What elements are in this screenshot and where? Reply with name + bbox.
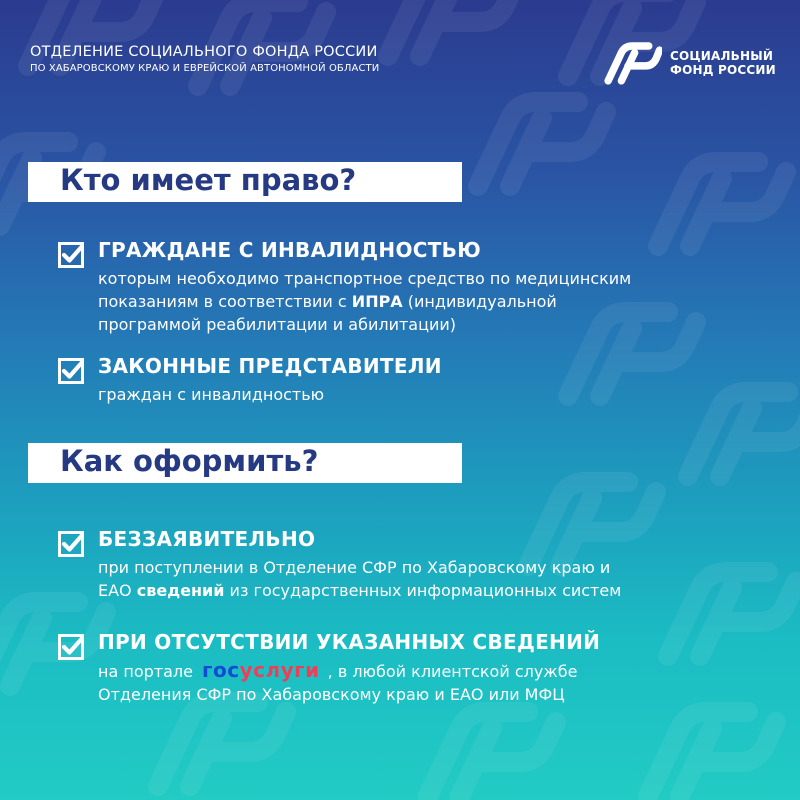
item-line xyxy=(98,579,621,602)
item-description xyxy=(98,267,631,336)
text-fragment: показаниям в соответствии с xyxy=(98,292,352,311)
section-title-how: Как оформить? xyxy=(60,444,319,478)
checkbox-check-icon xyxy=(58,358,84,384)
section-heading-who xyxy=(28,162,462,202)
org-title-line1: ОТДЕЛЕНИЕ СОЦИАЛЬНОГО ФОНДА РОССИИ xyxy=(30,44,378,60)
logo-text-line1: СОЦИАЛЬНЫЙ xyxy=(670,49,774,63)
text-fragment: на портале xyxy=(98,662,199,681)
item-line: которым необходимо транспортное средство по медицинским xyxy=(98,269,632,288)
item-line xyxy=(98,290,631,313)
gosuslugi-logo[interactable] xyxy=(202,659,320,682)
section-heading-how xyxy=(28,443,462,483)
item-description xyxy=(98,659,577,706)
item-line: при поступлении в Отделение СФР по Хабаровскому краю и xyxy=(98,558,611,577)
item-description xyxy=(98,556,621,602)
sfr-logo-icon xyxy=(604,40,662,86)
bold-text: ИПРА xyxy=(351,292,403,311)
checkbox-check-icon xyxy=(58,634,84,660)
header-org-name xyxy=(30,44,379,74)
logo-text-line2: ФОНД РОССИИ xyxy=(670,63,776,77)
org-title-line2: ПО ХАБАРОВСКОМУ КРАЮ И ЕВРЕЙСКОЙ АВТОНОМНОЙ ОБЛАСТИ xyxy=(30,63,380,74)
checkbox-check-icon xyxy=(58,242,84,268)
logo-text xyxy=(670,49,776,77)
gosuslugi-logo-part2: услуги xyxy=(239,658,320,682)
text-fragment: (индивидуальной xyxy=(402,292,557,311)
item-line: граждан с инвалидностью xyxy=(98,385,325,404)
checkbox-check-icon xyxy=(58,531,84,557)
gosuslugi-logo-part1: гос xyxy=(202,658,240,682)
bold-text: сведений xyxy=(136,581,225,600)
item-title: ЗАКОННЫЕ ПРЕДСТАВИТЕЛИ xyxy=(98,354,442,378)
item-title: ГРАЖДАНЕ С ИНВАЛИДНОСТЬЮ xyxy=(98,238,482,262)
item-line: программой реабилитации и абилитации) xyxy=(98,315,457,334)
item-line xyxy=(98,659,577,683)
item-line: Отделения СФР по Хабаровскому краю и ЕАО или МФЦ xyxy=(98,685,565,704)
text-fragment: из государственных информационных систем xyxy=(224,581,622,600)
item-description xyxy=(98,383,324,406)
text-fragment: ЕАО xyxy=(98,581,137,600)
item-title: ПРИ ОТСУТСТВИИ УКАЗАННЫХ СВЕДЕНИЙ xyxy=(98,630,601,654)
section-title-who: Кто имеет право? xyxy=(60,163,357,197)
item-title: БЕЗЗАЯВИТЕЛЬНО xyxy=(98,527,316,551)
sfr-logo xyxy=(604,40,776,86)
text-fragment: , в любой клиентской службе xyxy=(327,662,578,681)
